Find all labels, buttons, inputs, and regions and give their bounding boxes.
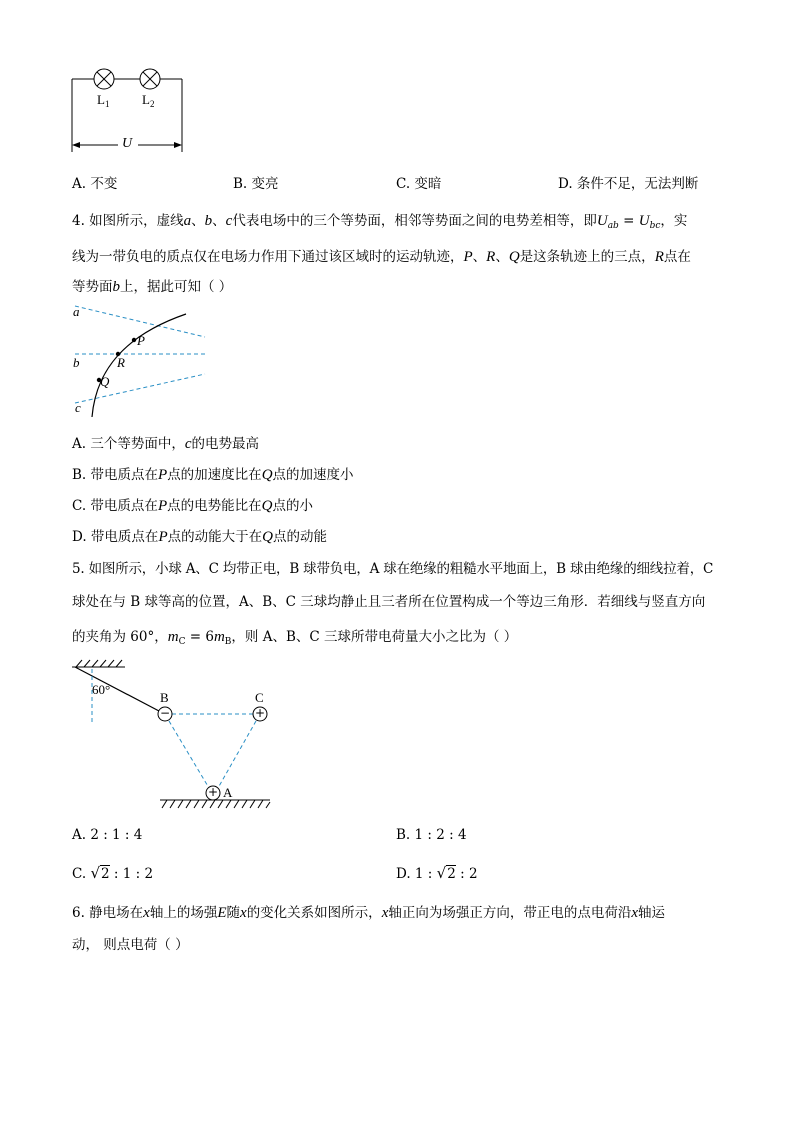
balls-diagram <box>70 657 280 817</box>
q5-figure <box>70 657 280 817</box>
arrow-right-icon <box>174 142 182 148</box>
label-c: c <box>75 400 81 415</box>
q4-stem-line1: 4. 如图所示，虚线a、b、c代表电场中的三个等势面，相邻等势面之间的电势差相等，即$U_{ab} = U_{bc}$，实 <box>72 213 688 231</box>
label-r: R <box>117 355 125 370</box>
thread-line <box>75 667 159 711</box>
q5-option-d[interactable]: D. 1 : √2 : 2 <box>396 864 478 882</box>
angle-label: 60° <box>92 682 111 697</box>
ab-dashed-line <box>169 721 209 788</box>
label-a: a <box>73 304 80 319</box>
q3-option-a[interactable]: A. 不变 <box>72 176 118 192</box>
ball-c-label: C <box>255 690 264 705</box>
q5-option-b[interactable]: B. 1 : 2 : 4 <box>396 827 467 843</box>
q4-stem-line2: 线为一带负电的质点仅在电场力作用下通过该区域时的运动轨迹，P、R、Q是这条轨迹上的三点，R点在 <box>72 249 691 265</box>
ball-a-sign: + <box>208 785 219 799</box>
q3-option-d[interactable]: D. 条件不足，无法判断 <box>558 176 699 192</box>
q3-option-c[interactable]: C. 变暗 <box>396 176 442 192</box>
ball-b-sign: − <box>160 706 171 720</box>
q4-stem-line3: 等势面b上，据此可知（ ） <box>72 279 233 295</box>
label-b: b <box>73 355 80 370</box>
q5-option-c[interactable]: C. √2 : 1 : 2 <box>72 864 154 882</box>
circuit-figure <box>60 62 200 162</box>
q6-stem-line2: 动， 则点电荷（ ） <box>72 937 189 953</box>
ac-dashed-line <box>218 721 256 788</box>
ball-a-label: A <box>223 785 233 800</box>
arrow-left-icon <box>72 142 80 148</box>
label-q: Q <box>100 374 110 389</box>
q6-stem-line1: 6. 静电场在x轴上的场强E随x的变化关系如图所示，x轴正向为场强正方向，带正电的点电荷沿x轴运 <box>72 905 666 921</box>
lamp-l2-label: $L_2$ <box>142 92 155 109</box>
voltage-label: U <box>122 136 133 151</box>
q5-option-a[interactable]: A. 2 : 1 : 4 <box>72 827 143 843</box>
equipotential-diagram <box>70 300 215 420</box>
point-p-dot <box>132 338 136 342</box>
q3-option-b[interactable]: B. 变亮 <box>233 176 279 192</box>
lamp-l1-label: $L_1$ <box>97 92 110 109</box>
q4-option-d[interactable]: D. 带电质点在P点的动能大于在Q点的动能 <box>72 529 327 545</box>
ball-c-sign: + <box>255 706 266 720</box>
q4-option-c[interactable]: C. 带电质点在P点的电势能比在Q点的小 <box>72 498 313 514</box>
ball-b-label: B <box>160 690 169 705</box>
q4-figure <box>70 300 215 420</box>
q4-option-a[interactable]: A. 三个等势面中，c的电势最高 <box>72 436 260 452</box>
label-p: P <box>137 333 145 348</box>
q5-stem-line3: 的夹角为 60°，$m_C = 6m_B$，则 A、B、C 三球所带电荷量大小之比为（ ） <box>72 629 518 647</box>
q5-stem-line1: 5. 如图所示，小球 A、C 均带正电，B 球带负电，A 球在绝缘的粗糙水平地面上，B 球由绝缘的细线拉着，C <box>72 561 714 577</box>
q5-stem-line2: 球处在与 B 球等高的位置，A、B、C 三球均静止且三者所在位置构成一个等边三角形．若细线与竖直方向 <box>72 594 706 610</box>
q4-option-b[interactable]: B. 带电质点在P点的加速度比在Q点的加速度小 <box>72 467 354 483</box>
